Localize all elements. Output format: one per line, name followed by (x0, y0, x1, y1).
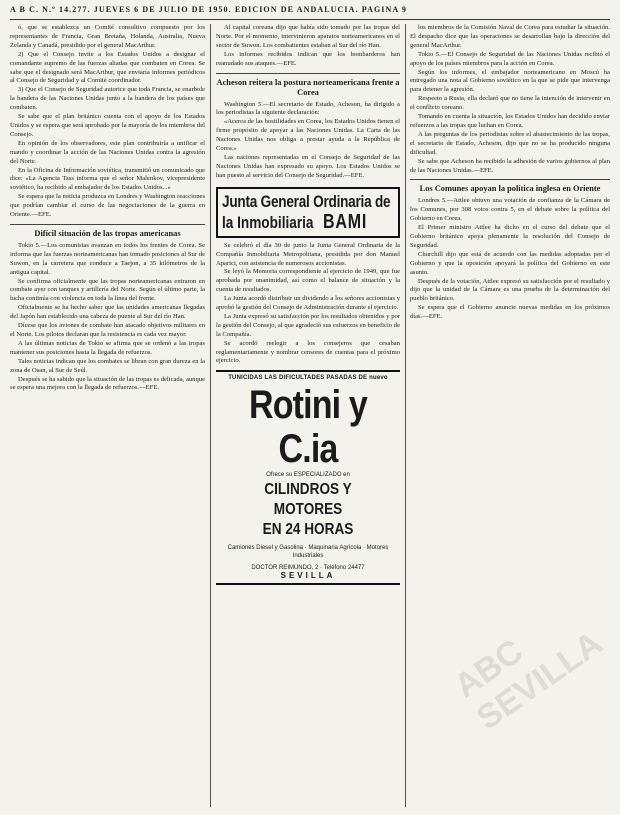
article-headline: Los Comunes apoyan la política inglesa en Oriente (419, 184, 601, 194)
ad-brand: Rotini y C.ia (249, 383, 367, 472)
paragraph: Tokio 5.—Los comunistas avanzan en todos los frentes de Corea. Se informa que las fuerzas norteamericanas han tomado posiciones al Sur de Suwon, en la carretera que conduce a Taejon, a 35 kilómetros de la antigua capital. (10, 241, 205, 276)
paragraph: los miembros de la Comisión Naval de Corea para estudiar la situación. El despacho dice que las operaciones se desarrollan bajo la dirección del general MacArthur. (410, 24, 610, 49)
paragraph: Según los informes, el embajador norteamericano en Moscú ha entregado una nota al Gobierno soviético en la que se pide que intervenga para detener la agresión. (410, 68, 610, 94)
paragraph: Las naciones representadas en el Consejo de Seguridad de las Naciones Unidas han expresado su apoyo. Los Estados Unidos se han puesto al servicio del Consejo de Seguridad.—EFE. (216, 153, 400, 179)
article-headline: Acheson reitera la postura norteamericana frente a Corea (216, 77, 400, 97)
paragraph: 2) Que el Consejo invite a los Estados Unidos a designar el comandante supremo de las fuerzas aliadas que combaten en Corea. Se sabe que el designado será MacArthur, que enviaría informes periódicos al Consejo de Seguridad y al Comité coordinador. (10, 50, 205, 85)
paragraph: El Primer ministro Attlee ha dicho en el curso del debate que el Gobierno británico apoya plenamente la resolución del Consejo de Seguridad. (410, 224, 610, 249)
bami-logo: BAMI (323, 210, 368, 233)
column-rule (210, 24, 211, 807)
paragraph: Los informes recibidos indican que los bombarderos han reanudado sus ataques.—EFE. (216, 50, 400, 67)
advertisement-bami (216, 187, 400, 238)
paragraph: Dícese que los aviones de combate han atacado objetivos militares en el Norte. Los pilotos declaran que la resistencia es cada vez mayor. (10, 322, 205, 338)
ad-top-line: TUNICIDAS LAS DIFICULTADES PASADAS DE nuevo (228, 375, 388, 382)
paragraph: Se celebró el día 30 de junio la Junta General Ordinaria de la Compañía Inmobiliaria Metropolitana, presidida por don Manuel Aparici, con asistencia de numerosos accionistas. (216, 241, 400, 267)
paragraph: Tomando en cuenta la situación, los Estados Unidos han decidido enviar refuerzos a las tropas que luchan en Corea. (410, 113, 610, 129)
ad-address: DOCTOR REIMUNDO, 2 · Teléfono 24477 (251, 565, 365, 572)
page-header: A B C. N.º 14.277. JUEVES 6 DE JULIO DE 1950. EDICION DE ANDALUCIA. PAGINA 9 (10, 5, 610, 20)
paragraph: Washington 5.—El secretario de Estado, Acheson, ha dirigido a los periodistas la siguiente declaración: (216, 100, 400, 117)
ad-footer: Camiones Diesel y Gasolina · Maquinaria Agrícola · Motores Industriales (227, 545, 389, 560)
ad-headline-2: la Inmobiliaria BAMI (222, 210, 368, 233)
divider (216, 73, 400, 74)
paragraph: Se leyó la Memoria correspondiente al ejercicio de 1949, que fue aprobada por unanimidad, así como el balance de situación y la cuenta de resultados. (216, 268, 400, 294)
paragraph: Tales noticias indican que los combates se libran con gran dureza en la zona de Osan, al Sur de Seúl. (10, 357, 205, 374)
advertisement-rotini (216, 370, 400, 585)
divider (410, 179, 610, 180)
paragraph: Tokio 5.—El Consejo de Seguridad de las Naciones Unidas recibió el apoyo de los países miembros para la acción en Corea. (410, 50, 610, 67)
paragraph: Se acordó reelegir a los consejeros que cesaban reglamentariamente y nombrar censores de cuentas para el próximo ejercicio. (216, 339, 400, 365)
paragraph: Se sabe que Acheson ha recibido la adhesión de varios gobiernos al plan de las Naciones Unidas.—EFE. (410, 157, 610, 174)
column-1 (10, 24, 205, 809)
watermark: ABC SEVILLA (447, 623, 610, 738)
paragraph: Londres 5.—Attlee obtuvo una votación de confianza de la Cámara de los Comunes, por 308 votos contra 5, en el debate sobre la política del Gobierno en Corea. (410, 197, 610, 223)
paragraph: Oficialmente se ha hecho saber que las unidades americanas llegadas del Japón han establecido una cabeza de puente al Sur del río Han. (10, 304, 205, 321)
paragraph: «Acerca de las hostilidades en Corea, los Estados Unidos tienen el firme propósito de apoyar a las Naciones Unidas. La Carta de las Naciones Unidas nos obliga a prestar ayuda a la República de Corea.» (216, 118, 400, 153)
paragraph: Churchill dijo que está de acuerdo con las medidas adoptadas por el Gobierno y que la oposición apoyará la política del Gobierno en este asunto. (410, 250, 610, 276)
paragraph: La Junta expresó su satisfacción por los resultados obtenidos y por la gestión del Consejo, al que agradeció sus esfuerzos en beneficio de la Compañía. (216, 312, 400, 338)
paragraph: Se sabe que el plan británico cuenta con el apoyo de los Estados Unidos y se espera que será aprobado por la mayoría de los miembros del Consejo. (10, 113, 205, 138)
paragraph: Al capital coreana dijo que había sido tomado por las tropas del Norte. Por el momento, intervinieron aparatos norteamericanos en el sector de Suwon. Los combatientes estaban al Sur del río Han. (216, 24, 400, 49)
paragraph: En la Oficina de Información soviética, transmitió un comunicado que dice: «La Agencia Tass informa que el señor Malenkov, vicepresidente soviético, ha recibido al embajador de los Estados Unidos...» (10, 166, 205, 192)
paragraph: Respecto a Rusia, ella declaró que no tiene la intención de intervenir en el conflicto coreano. (410, 95, 610, 112)
ad-city: SEVILLA (280, 571, 336, 581)
ad-headline: Junta General Ordinaria de (222, 191, 391, 211)
divider (10, 224, 205, 225)
paragraph: Se espera que la noticia produzca en Londres y Washington reacciones que podrían cambiar el curso de las negociaciones de la guerra en Oriente.—EFE. (10, 193, 205, 219)
column-2 (216, 24, 400, 809)
ad-service-1: CILINDROS Y MOTORES (264, 481, 352, 519)
paragraph: ó, que se establezca un Comité consultivo compuesto por los representantes de Francia, Gran Bretaña, Holanda, Australia, Nueva Zelanda y Canadá, presidido por el general MacArthur. (10, 24, 205, 49)
column-3 (410, 24, 610, 809)
paragraph: Después se ha sabido que la situación de las tropas es delicada, aunque se espera una mejora con la llegada de refuerzos.—EFE. (10, 375, 205, 392)
paragraph: Se espera que el Gobierno anuncie nuevas medidas en los próximos días.—EFE. (410, 304, 610, 321)
paragraph: 3) Que el Consejo de Seguridad autorice que toda Francia, se enarbole la bandera de las Naciones Unidas junto a la bandera de los países que combaten. (10, 86, 205, 112)
paragraph: La Junta acordó distribuir un dividendo a los señores accionistas y aprobó la gestión del Consejo de Administración durante el ejercicio. (216, 295, 400, 312)
ad-subtitle: Ofrece su ESPECIALIZADO en (266, 472, 350, 479)
paragraph: A las preguntas de los periodistas sobre el abastecimiento de las tropas, el secretario de Estado, Acheson, dijo que no se ha producido ninguna dificultad. (410, 130, 610, 156)
paragraph: Después de la votación, Attlee expresó su satisfacción por el resultado y dijo que la unidad de la Cámara es una prueba de la determinación del pueblo británico. (410, 277, 610, 303)
ad-service-2: EN 24 HORAS (262, 521, 354, 539)
column-rule (405, 24, 406, 807)
paragraph: Se confirma oficialmente que las tropas norteamericanas entraron en combate ayer con tanques y artillería del Norte. Según el último parte, la lucha continúa con violencia en toda la línea del frente. (10, 277, 205, 303)
article-headline: Difícil situación de las tropas americanas (34, 228, 181, 238)
paragraph: En opinión de los observadores, este plan contribuiría a unificar el mando y coordinar la acción de las Naciones Unidas contra la agresión del Norte. (10, 139, 205, 165)
paragraph: A las últimas noticias de Tokio se afirma que se ordenó a las tropas mantener sus posiciones hasta la llegada de refuerzos. (10, 339, 205, 356)
